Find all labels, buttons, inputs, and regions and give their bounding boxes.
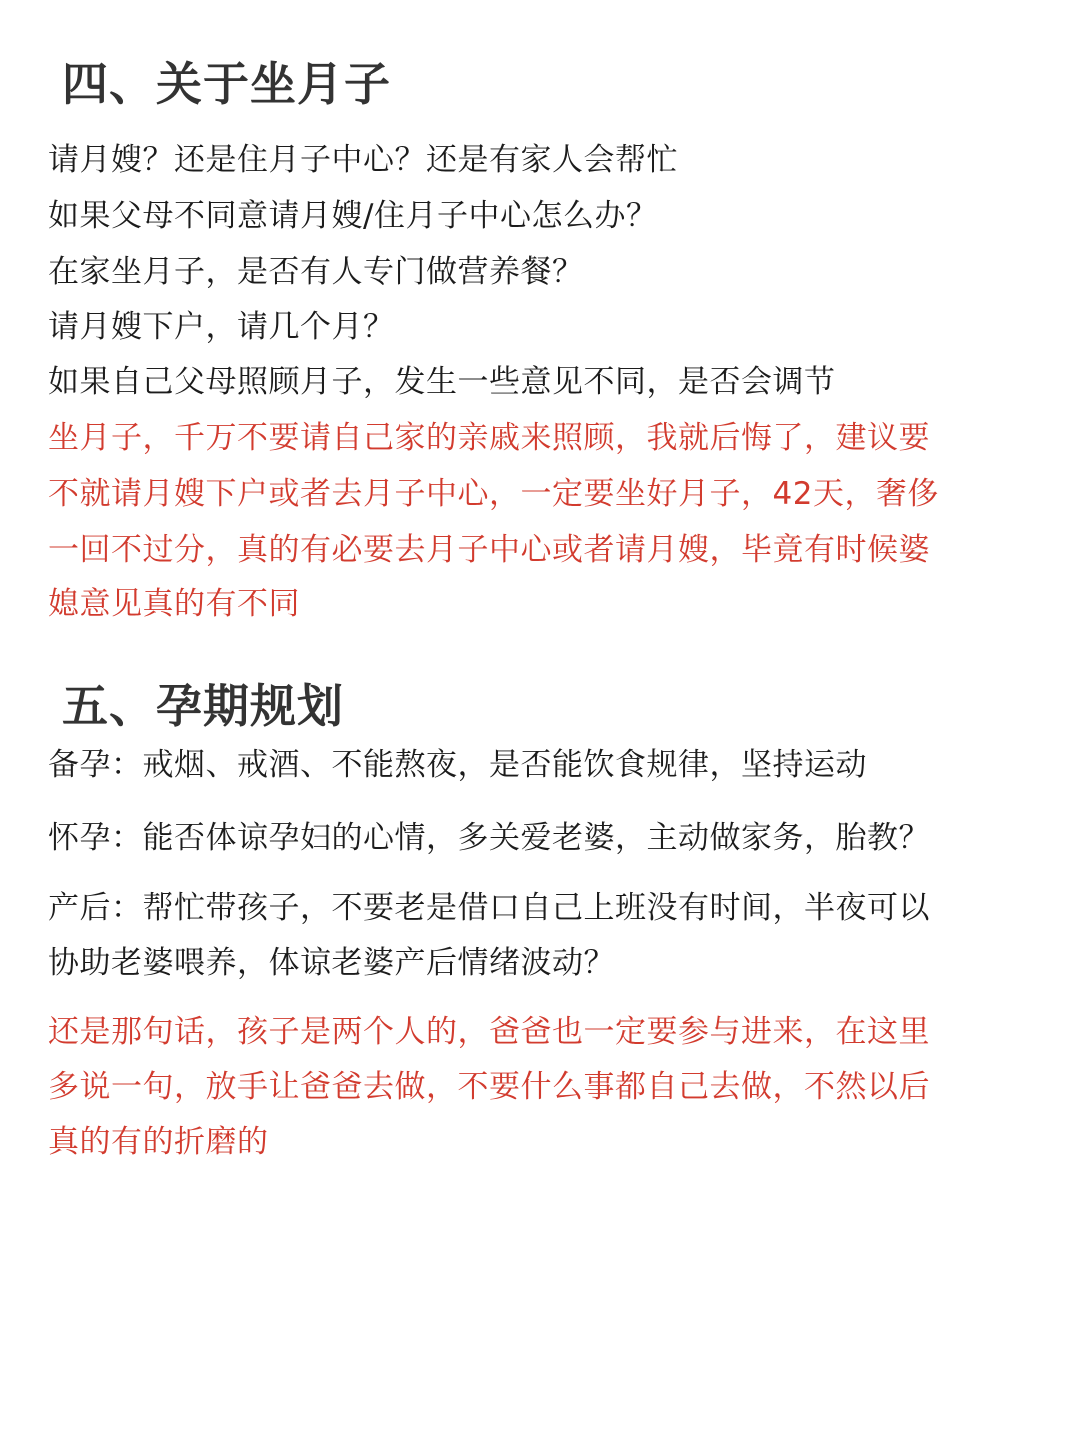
section-4-line: 如果父母不同意请月嫂/住月子中心怎么办？ xyxy=(48,198,658,234)
section-5-line: 备孕：戒烟、戒酒、不能熬夜，是否能饮食规律，坚持运动 xyxy=(48,747,867,783)
section-4-note-line: 一回不过分，真的有必要去月子中心或者请月嫂，毕竟有时候婆 xyxy=(48,532,930,568)
section-4-note-line: 媳意见真的有不同 xyxy=(48,586,300,622)
section-4-note-line: 不就请月嫂下户或者去月子中心，一定要坐好月子，42天，奢侈 xyxy=(48,476,939,512)
section-4-heading: 四、关于坐月子 xyxy=(62,57,391,111)
section-5-line: 协助老婆喂养，体谅老婆产后情绪波动？ xyxy=(48,945,615,981)
section-5-line: 怀孕：能否体谅孕妇的心情，多关爱老婆，主动做家务，胎教？ xyxy=(48,820,930,856)
section-4-line: 如果自己父母照顾月子，发生一些意见不同，是否会调节 xyxy=(48,364,836,400)
section-5-heading: 五、孕期规划 xyxy=(62,679,344,733)
section-5-note-line: 多说一句，放手让爸爸去做，不要什么事都自己去做，不然以后 xyxy=(48,1069,930,1105)
section-5-note-line: 真的有的折磨的 xyxy=(48,1124,269,1160)
section-4-line: 请月嫂？还是住月子中心？还是有家人会帮忙 xyxy=(48,142,678,178)
section-4-note-line: 坐月子，千万不要请自己家的亲戚来照顾，我就后悔了，建议要 xyxy=(48,420,930,456)
section-5-line: 产后：帮忙带孩子，不要老是借口自己上班没有时间，半夜可以 xyxy=(48,890,930,926)
section-5-note-line: 还是那句话，孩子是两个人的，爸爸也一定要参与进来，在这里 xyxy=(48,1014,930,1050)
section-4-line: 在家坐月子，是否有人专门做营养餐？ xyxy=(48,254,584,290)
section-4-line: 请月嫂下户，请几个月？ xyxy=(48,309,395,345)
